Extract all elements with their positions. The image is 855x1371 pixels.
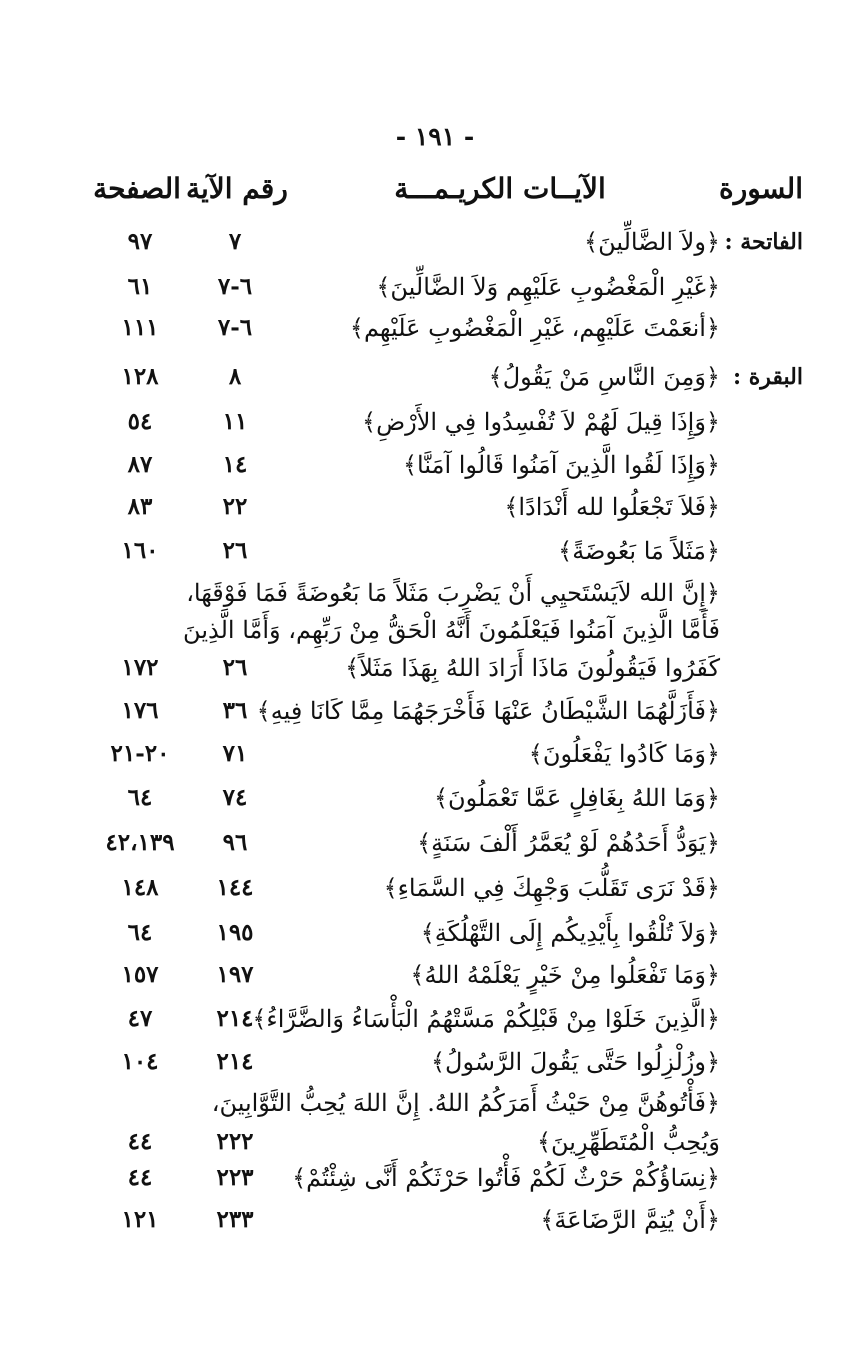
table-row bbox=[0, 1200, 855, 1240]
table-row bbox=[0, 357, 855, 397]
verse-text: ﴿وزُلْزِلُوا حَتَّى يَقُولَ الرَّسُولُ﴾ bbox=[430, 1048, 720, 1076]
table-row bbox=[0, 955, 855, 995]
ayah-number: ٢٢٢ bbox=[216, 1128, 254, 1155]
ayah-number: ١٩٥ bbox=[216, 919, 254, 946]
page-reference: ١٧٦ bbox=[121, 697, 159, 724]
table-row bbox=[0, 445, 855, 485]
table-row bbox=[0, 308, 855, 348]
ayah-number: ٦-٧ bbox=[217, 314, 253, 341]
verse-text: ﴿وَلاَ تُلْقُوا بِأَيْدِيكُم إِلَى التَّهْلُكَةِ﴾ bbox=[420, 919, 720, 947]
table-row bbox=[0, 1042, 855, 1082]
page-reference: ٤٢،١٣٩ bbox=[105, 829, 175, 856]
ayah-number: ٩٦ bbox=[222, 829, 248, 856]
column-header-verses: الآيــات الكريـمـــة bbox=[394, 172, 606, 205]
verse-text: ﴿أَنْ يُتِمَّ الرَّضَاعَةَ﴾ bbox=[540, 1206, 720, 1234]
verse-text: ﴿وَمَا كَادُوا يَفْعَلُونَ﴾ bbox=[528, 740, 720, 768]
table-row bbox=[0, 573, 855, 613]
page-reference: ٨٣ bbox=[127, 493, 153, 520]
verse-text: ﴿نِسَاؤُكُمْ حَرْثٌ لَكُمْ فَأْتُوا حَرْثَكُمْ أَنَّى شِئْتُمْ﴾ bbox=[292, 1164, 720, 1192]
page-reference: ٤٤ bbox=[127, 1128, 153, 1155]
verse-text: ﴿وَمَا اللهُ بِغَافِلٍ عَمَّا تَعْمَلُونَ﴾ bbox=[433, 784, 720, 812]
verse-text: ﴿مَثَلاً مَا بَعُوضَةً﴾ bbox=[558, 537, 720, 565]
ayah-number: ١٩٧ bbox=[216, 961, 254, 988]
verse-text: ﴿وَمِنَ النَّاسِ مَنْ يَقُولُ﴾ bbox=[488, 363, 720, 391]
verse-text: وَيُحِبُّ الْمُتَطَهِّرِينَ﴾ bbox=[536, 1128, 720, 1156]
page-reference: ٦١ bbox=[127, 273, 153, 300]
ayah-number: ٧١ bbox=[222, 740, 248, 767]
table-row bbox=[0, 267, 855, 307]
ayah-number: ٢١٤ bbox=[216, 1005, 254, 1032]
page-reference: ٦٤ bbox=[127, 784, 153, 811]
page-reference: ١٤٨ bbox=[121, 874, 159, 901]
page-reference: ٤٤ bbox=[127, 1164, 153, 1191]
page-reference: ٩٧ bbox=[127, 228, 153, 255]
table-row bbox=[0, 648, 855, 688]
ayah-number: ٢١٤ bbox=[216, 1048, 254, 1075]
ayah-number: ٢٢ bbox=[222, 493, 248, 520]
verse-text: ﴿غَيْرِ الْمَغْضُوبِ عَلَيْهِم وَلاَ الضَّالِّينَ﴾ bbox=[376, 273, 720, 301]
table-row bbox=[0, 610, 855, 650]
page-reference: ١٠٤ bbox=[121, 1048, 159, 1075]
column-header-page-number: الصفحة bbox=[93, 172, 181, 205]
page-reference: ١٢١ bbox=[121, 1206, 159, 1233]
verse-text: فَأَمَّا الَّذِينَ آمَنُوا فَيَعْلَمُونَ أَنَّهُ الْحَقُّ مِنْ رَبِّهِم، وَأَمَّا الَّذِينَ bbox=[183, 616, 720, 644]
page-reference: ٢٠-٢١ bbox=[110, 740, 170, 767]
page-reference: ١٦٠ bbox=[121, 537, 159, 564]
ayah-number: ٨ bbox=[228, 363, 242, 390]
verse-text: ﴿فَأَزَلَّهُمَا الشَّيْطَانُ عَنْهَا فَأَخْرَجَهُمَا مِمَّا كَانَا فِيهِ﴾ bbox=[256, 697, 720, 725]
table-row bbox=[0, 868, 855, 908]
verse-text: كَفَرُوا فَيَقُولُونَ مَاذَا أَرَادَ اللهُ بِهَذَا مَثَلاً﴾ bbox=[345, 654, 720, 682]
page-reference: ٤٧ bbox=[127, 1005, 153, 1032]
table-row bbox=[0, 823, 855, 863]
ayah-number: ٢٣٣ bbox=[216, 1206, 254, 1233]
table-row bbox=[0, 1158, 855, 1198]
ayah-number: ٢٢٣ bbox=[216, 1164, 254, 1191]
table-row bbox=[0, 778, 855, 818]
ayah-number: ١٤٤ bbox=[216, 874, 254, 901]
verse-text: ﴿قَدْ نَرَى تَقَلُّبَ وَجْهِكَ فِي السَّمَاءِ﴾ bbox=[383, 874, 720, 902]
table-row bbox=[0, 531, 855, 571]
surah-name: الفاتحة : bbox=[724, 229, 803, 255]
ayah-number: ٦-٧ bbox=[217, 273, 253, 300]
verse-text: ﴿وَمَا تَفْعَلُوا مِنْ خَيْرٍ يَعْلَمْهُ اللهُ﴾ bbox=[410, 961, 720, 989]
table-row bbox=[0, 691, 855, 731]
verse-text: ﴿ولاَ الضَّالِّينَ﴾ bbox=[584, 228, 720, 256]
page-reference: ١١١ bbox=[121, 314, 159, 341]
surah-name: البقرة : bbox=[732, 364, 803, 390]
table-row bbox=[0, 487, 855, 527]
ayah-number: ١١ bbox=[222, 408, 248, 435]
verse-text: ﴿يَوَدُّ أَحَدُهُمْ لَوْ يُعَمَّرُ أَلْفَ سَنَةٍ﴾ bbox=[417, 829, 720, 857]
table-row bbox=[0, 1122, 855, 1162]
table-row bbox=[0, 222, 855, 262]
verse-text: ﴿فَأْتُوهُنَّ مِنْ حَيْثُ أَمَرَكُمُ اللهُ. إِنَّ اللهَ يُحِبُّ التَّوَّابِينَ، bbox=[211, 1089, 720, 1117]
verse-text: ﴿أنعَمْتَ عَلَيْهِم، غَيْرِ الْمَغْضُوبِ عَلَيْهِم﴾ bbox=[349, 314, 720, 342]
verse-text: ﴿وَإِذَا قِيلَ لَهُمْ لاَ تُفْسِدُوا فِي الأَرْضِ﴾ bbox=[362, 408, 720, 436]
ayah-number: ٢٦ bbox=[222, 537, 248, 564]
page-reference: ١٢٨ bbox=[121, 363, 159, 390]
ayah-number: ١٤ bbox=[222, 451, 248, 478]
page-number: - ١٩١ - bbox=[395, 122, 475, 151]
verse-text: ﴿إِنَّ الله لاَيَسْتَحيِي أَنْ يَضْرِبَ مَثَلاً مَا بَعُوضَةً فَمَا فَوْقَهَا، bbox=[186, 579, 720, 607]
verse-text: ﴿الَّذِينَ خَلَوْا مِنْ قَبْلِكُمْ مَسَّتْهُمُ الْبَأْسَاءُ وَالضَّرَّاءُ﴾ bbox=[252, 1005, 720, 1033]
column-header-ayah-number: رقم الآية bbox=[186, 172, 288, 205]
ayah-number: ٧٤ bbox=[222, 784, 248, 811]
page-reference: ١٥٧ bbox=[121, 961, 159, 988]
page-reference: ٦٤ bbox=[127, 919, 153, 946]
ayah-number: ٢٦ bbox=[222, 654, 248, 681]
ayah-number: ٣٦ bbox=[222, 697, 248, 724]
table-row bbox=[0, 913, 855, 953]
ayah-number: ٧ bbox=[228, 228, 242, 255]
page-reference: ٥٤ bbox=[127, 408, 153, 435]
page-reference: ٨٧ bbox=[127, 451, 153, 478]
verse-text: ﴿فَلاَ تَجْعَلُوا لله أَنْدَادًا﴾ bbox=[504, 493, 720, 521]
table-row bbox=[0, 402, 855, 442]
table-row bbox=[0, 1083, 855, 1123]
page-reference: ١٧٢ bbox=[121, 654, 159, 681]
table-row bbox=[0, 999, 855, 1039]
verse-text: ﴿وَإِذَا لَقُوا الَّذِينَ آمَنُوا قَالُوا آمَنَّا﴾ bbox=[402, 451, 720, 479]
table-row bbox=[0, 734, 855, 774]
column-header-surah: السورة bbox=[719, 172, 803, 205]
